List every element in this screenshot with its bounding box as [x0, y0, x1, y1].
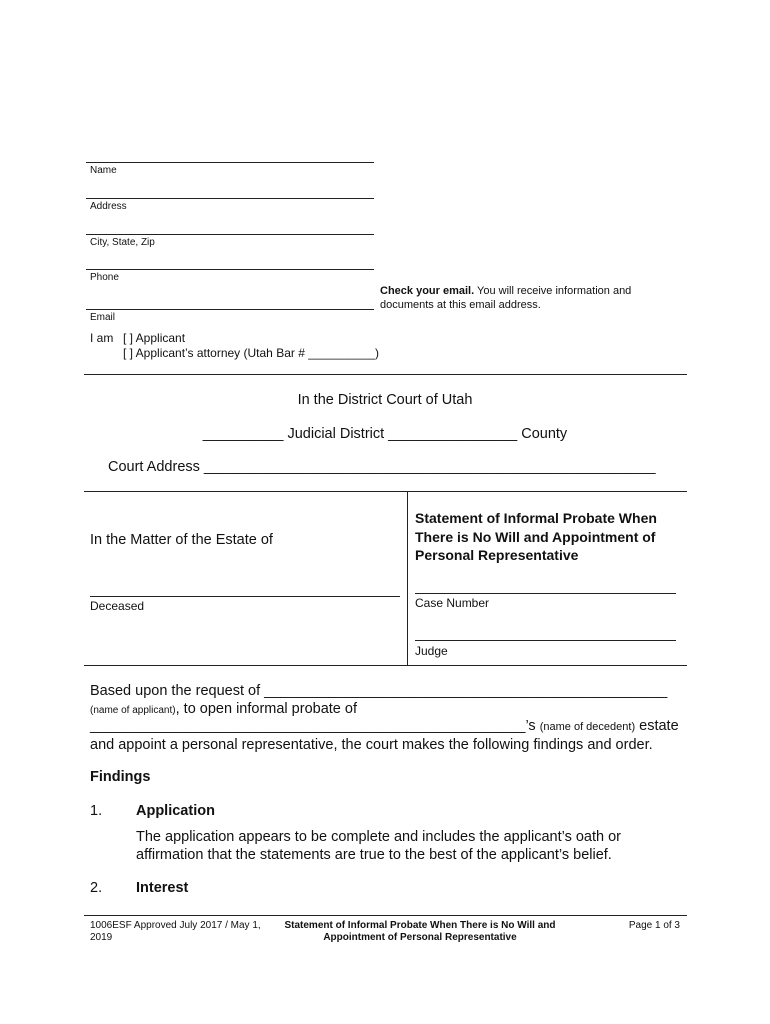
divider-top [84, 374, 687, 375]
findings-heading: Findings [90, 769, 151, 785]
role-prefix: I am [90, 331, 114, 345]
appointment-text: and appoint a personal representative, the court makes the following findings and order. [90, 737, 653, 753]
decedent-blank[interactable]: ______________________________________________________ [90, 718, 526, 734]
finding-2-number: 2. [90, 880, 103, 896]
footer-title [270, 920, 570, 944]
finding-1-text-line2: affirmation that the statements are true to the best of the applicant’s belief. [136, 847, 612, 863]
email-note [380, 284, 631, 312]
estate-matter-label: In the Matter of the Estate of [90, 532, 273, 548]
role-applicant-option[interactable]: [ ] Applicant [123, 331, 186, 345]
footer-divider [84, 915, 687, 916]
court-title: In the District Court of Utah [297, 392, 473, 408]
form-id-line2: 2019 [90, 932, 113, 943]
applicant-request-line[interactable]: Based upon the request of __________________________________________________ [90, 683, 668, 699]
document-title-line2: There is No Will and Appointment of [415, 528, 656, 545]
finding-1-number: 1. [90, 803, 103, 819]
address-label: Address [90, 201, 127, 212]
role-attorney-option[interactable]: [ ] Applicant’s attorney (Utah Bar # __________) [123, 346, 379, 360]
finding-2-title: Interest [136, 880, 189, 896]
page-number: Page 1 of 3 [628, 920, 680, 931]
document-title-line3: Personal Representative [415, 547, 579, 563]
judge-line[interactable] [415, 640, 676, 641]
form-id [90, 920, 261, 944]
estate-text: estate [635, 718, 679, 734]
footer-title-line2: Appointment of Personal Representative [323, 932, 517, 943]
email-note-line1: You will receive information and [474, 285, 632, 297]
court-address-line[interactable]: Court Address ________________________________________________________ [108, 459, 656, 475]
email-label: Email [90, 312, 116, 323]
finding-1-title: Application [136, 803, 215, 819]
decedent-line[interactable] [90, 718, 679, 734]
caption-top-border [84, 491, 687, 492]
caption-bottom-border [84, 665, 687, 666]
email-note-bold: Check your email. [380, 285, 475, 297]
document-title-line1: Statement of Informal Probate When [415, 510, 657, 526]
email-line[interactable] [86, 309, 374, 310]
decedent-name-line[interactable] [90, 596, 400, 597]
caption-divider [407, 491, 408, 665]
decedent-name-hint: (name of decedent) [539, 721, 636, 733]
finding-1-text-line1: The application appears to be complete and includes the applicant’s oath or [136, 829, 621, 845]
form-id-line1: 1006ESF Approved July 2017 / May 1, [90, 920, 261, 931]
address-line[interactable] [86, 198, 374, 199]
city-state-zip-label: City, State, Zip [90, 237, 155, 248]
footer-title-line1: Statement of Informal Probate When There is No Will and [284, 920, 556, 931]
judge-label: Judge [415, 644, 448, 658]
case-number-label: Case Number [415, 596, 490, 610]
deceased-label: Deceased [90, 599, 145, 613]
finding-1-text [136, 828, 621, 864]
informal-probate-text: , to open informal probate of [175, 701, 357, 717]
judicial-district-line[interactable]: __________ Judicial District ________________ County [202, 426, 568, 442]
case-number-line[interactable] [415, 593, 676, 594]
applicant-name-hint: (name of applicant) [90, 705, 176, 716]
email-note-line2: documents at this email address. [380, 299, 541, 311]
city-state-zip-line[interactable] [86, 234, 374, 235]
name-line[interactable] [86, 162, 374, 163]
applicant-note-line [90, 701, 357, 717]
phone-line[interactable] [86, 269, 374, 270]
document-title [415, 509, 657, 565]
name-label: Name [90, 165, 117, 176]
phone-label: Phone [90, 272, 119, 283]
possessive-text: ’s [525, 718, 540, 734]
